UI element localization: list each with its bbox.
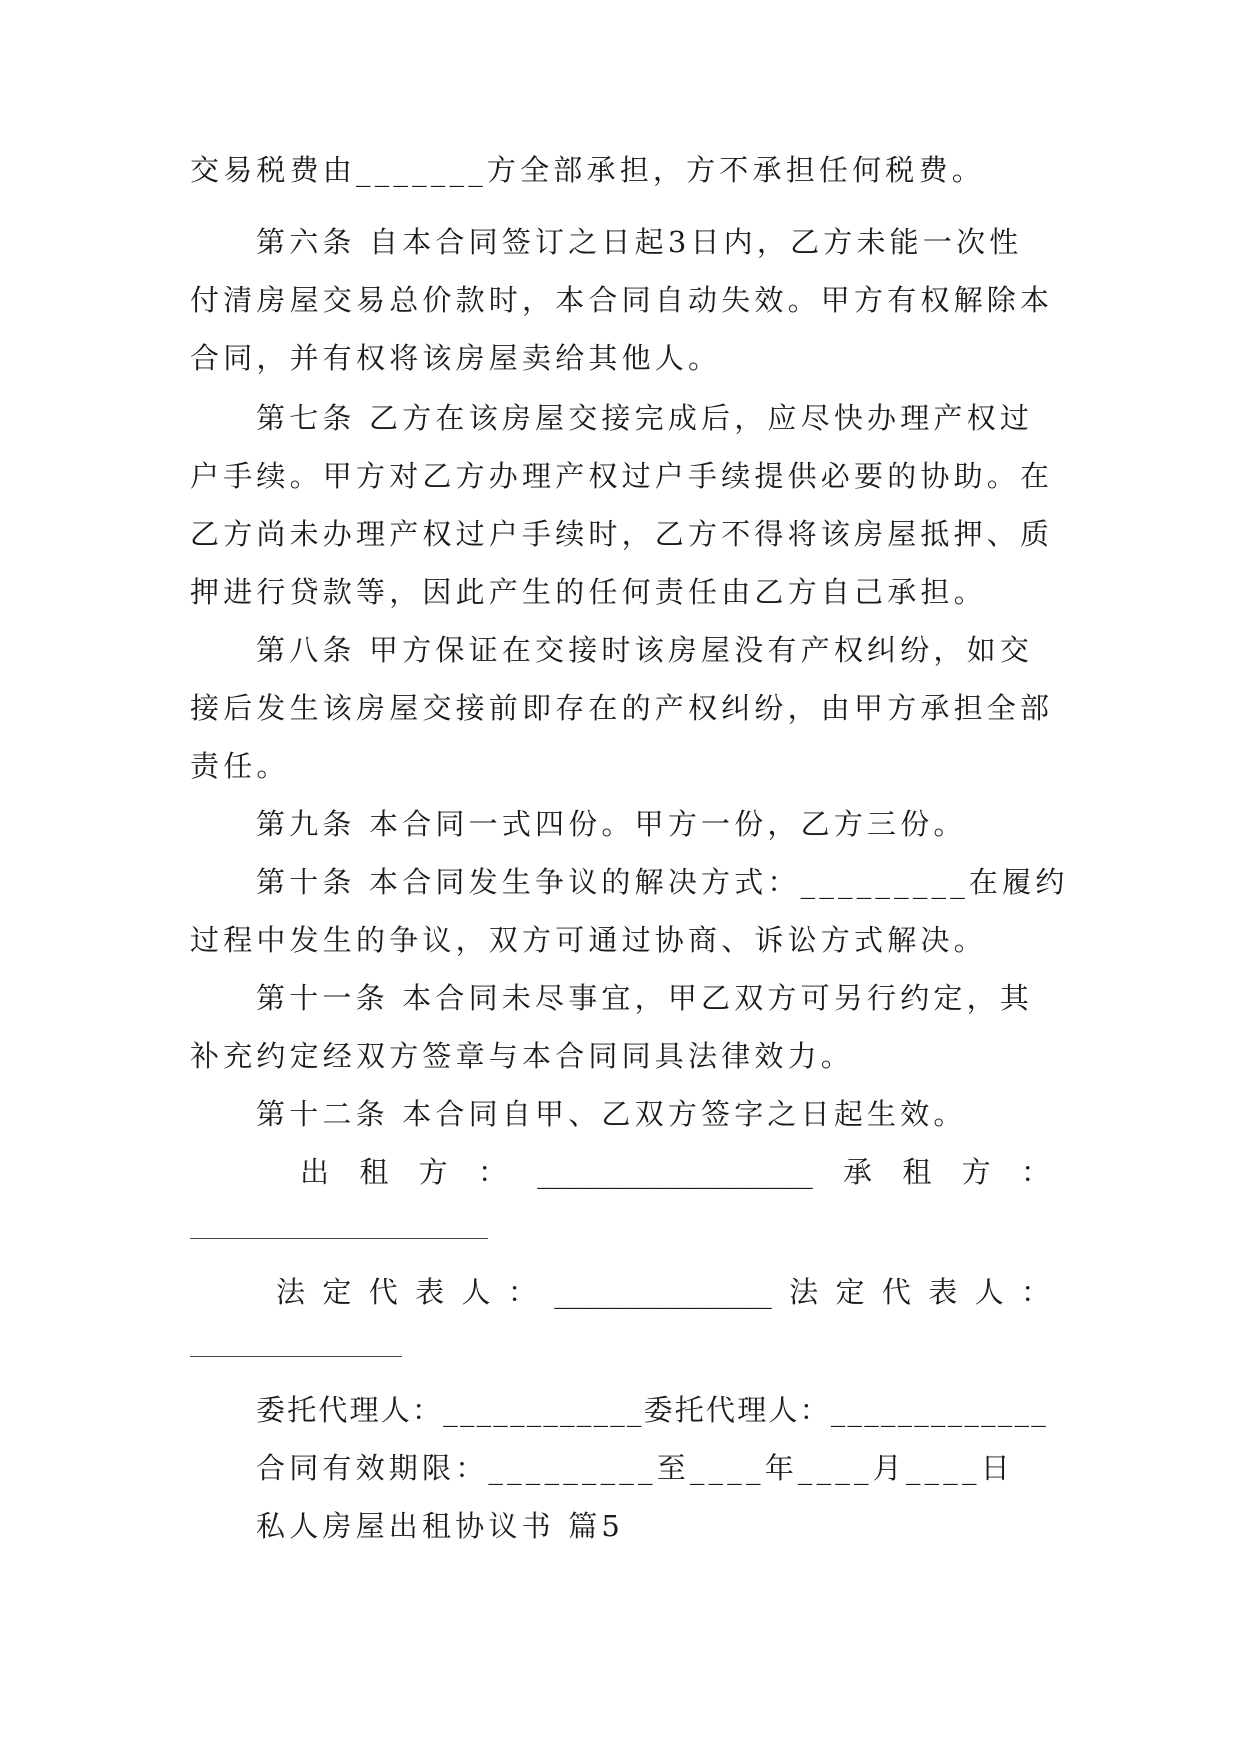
text-line: 押进行贷款等，因此产生的任何责任由乙方自己承担。 — [190, 575, 987, 609]
representative-row — [276, 1272, 1050, 1312]
lessee-signature-blank — [190, 1238, 488, 1239]
text-line: 责任。 — [190, 749, 290, 783]
rep-char: 法 — [789, 1275, 819, 1309]
rep-char: 人 — [974, 1275, 1004, 1309]
lessor-char: 出 — [300, 1155, 330, 1189]
text-line: 乙方尚未办理产权过户手续时，乙方不得将该房屋抵押、质 — [190, 517, 1054, 551]
rep-char: 人 — [461, 1275, 491, 1309]
lessor-blank: ___________________ — [537, 1155, 813, 1189]
lessee-char: ： — [1020, 1155, 1050, 1189]
lessee-char: 承 — [843, 1155, 873, 1189]
lessor-char: 方 — [418, 1155, 448, 1189]
lessor-char: 租 — [359, 1155, 389, 1189]
rep-char: ： — [507, 1275, 537, 1309]
rep-char: ： — [1020, 1275, 1050, 1309]
text-line: 接后发生该房屋交接前即存在的产权纠纷，由甲方承担全部 — [190, 691, 1054, 725]
text-line: 交易税费由_______方全部承担，方不承担任何税费。 — [190, 153, 985, 187]
next-section-heading: 私人房屋出租协议书 篇5 — [256, 1509, 625, 1543]
rep-char: 代 — [368, 1275, 398, 1309]
lessor-lessee-row — [300, 1152, 1050, 1192]
agent-line: 委托代理人：____________委托代理人：_____________ — [256, 1393, 1048, 1427]
rep-char: 法 — [276, 1275, 306, 1309]
rep-char: 表 — [415, 1275, 445, 1309]
text-line: 合同，并有权将该房屋卖给其他人。 — [190, 341, 722, 375]
clause-7-line: 第七条 乙方在该房屋交接完成后，应尽快办理产权过 — [256, 401, 1034, 435]
rep-blank: _______________ — [554, 1275, 772, 1309]
rep-char: 定 — [322, 1275, 352, 1309]
lessee-char: 租 — [902, 1155, 932, 1189]
text-line: 付清房屋交易总价款时，本合同自动失效。甲方有权解除本 — [190, 283, 1054, 317]
validity-line: 合同有效期限：_________至____年____月____日 — [256, 1451, 1014, 1485]
representative-signature-blank — [190, 1356, 402, 1357]
clause-12-line: 第十二条 本合同自甲、乙双方签字之日起生效。 — [256, 1097, 967, 1131]
lessee-char: 方 — [961, 1155, 991, 1189]
rep-char: 定 — [835, 1275, 865, 1309]
text-line: 过程中发生的争议，双方可通过协商、诉讼方式解决。 — [190, 923, 987, 957]
clause-9-line: 第九条 本合同一式四份。甲方一份，乙方三份。 — [256, 807, 967, 841]
text-line: 户手续。甲方对乙方办理产权过户手续提供必要的协助。在 — [190, 459, 1054, 493]
clause-8-line: 第八条 甲方保证在交接时该房屋没有产权纠纷，如交 — [256, 633, 1034, 667]
text-line: 补充约定经双方签章与本合同同具法律效力。 — [190, 1039, 855, 1073]
lessor-char: ： — [477, 1155, 507, 1189]
clause-6-line: 第六条 自本合同签订之日起3日内，乙方未能一次性 — [256, 225, 1023, 259]
rep-char: 表 — [928, 1275, 958, 1309]
clause-11-line: 第十一条 本合同未尽事宜，甲乙双方可另行约定，其 — [256, 981, 1034, 1015]
clause-10-line: 第十条 本合同发生争议的解决方式：_________在履约 — [256, 865, 1069, 899]
rep-char: 代 — [881, 1275, 911, 1309]
